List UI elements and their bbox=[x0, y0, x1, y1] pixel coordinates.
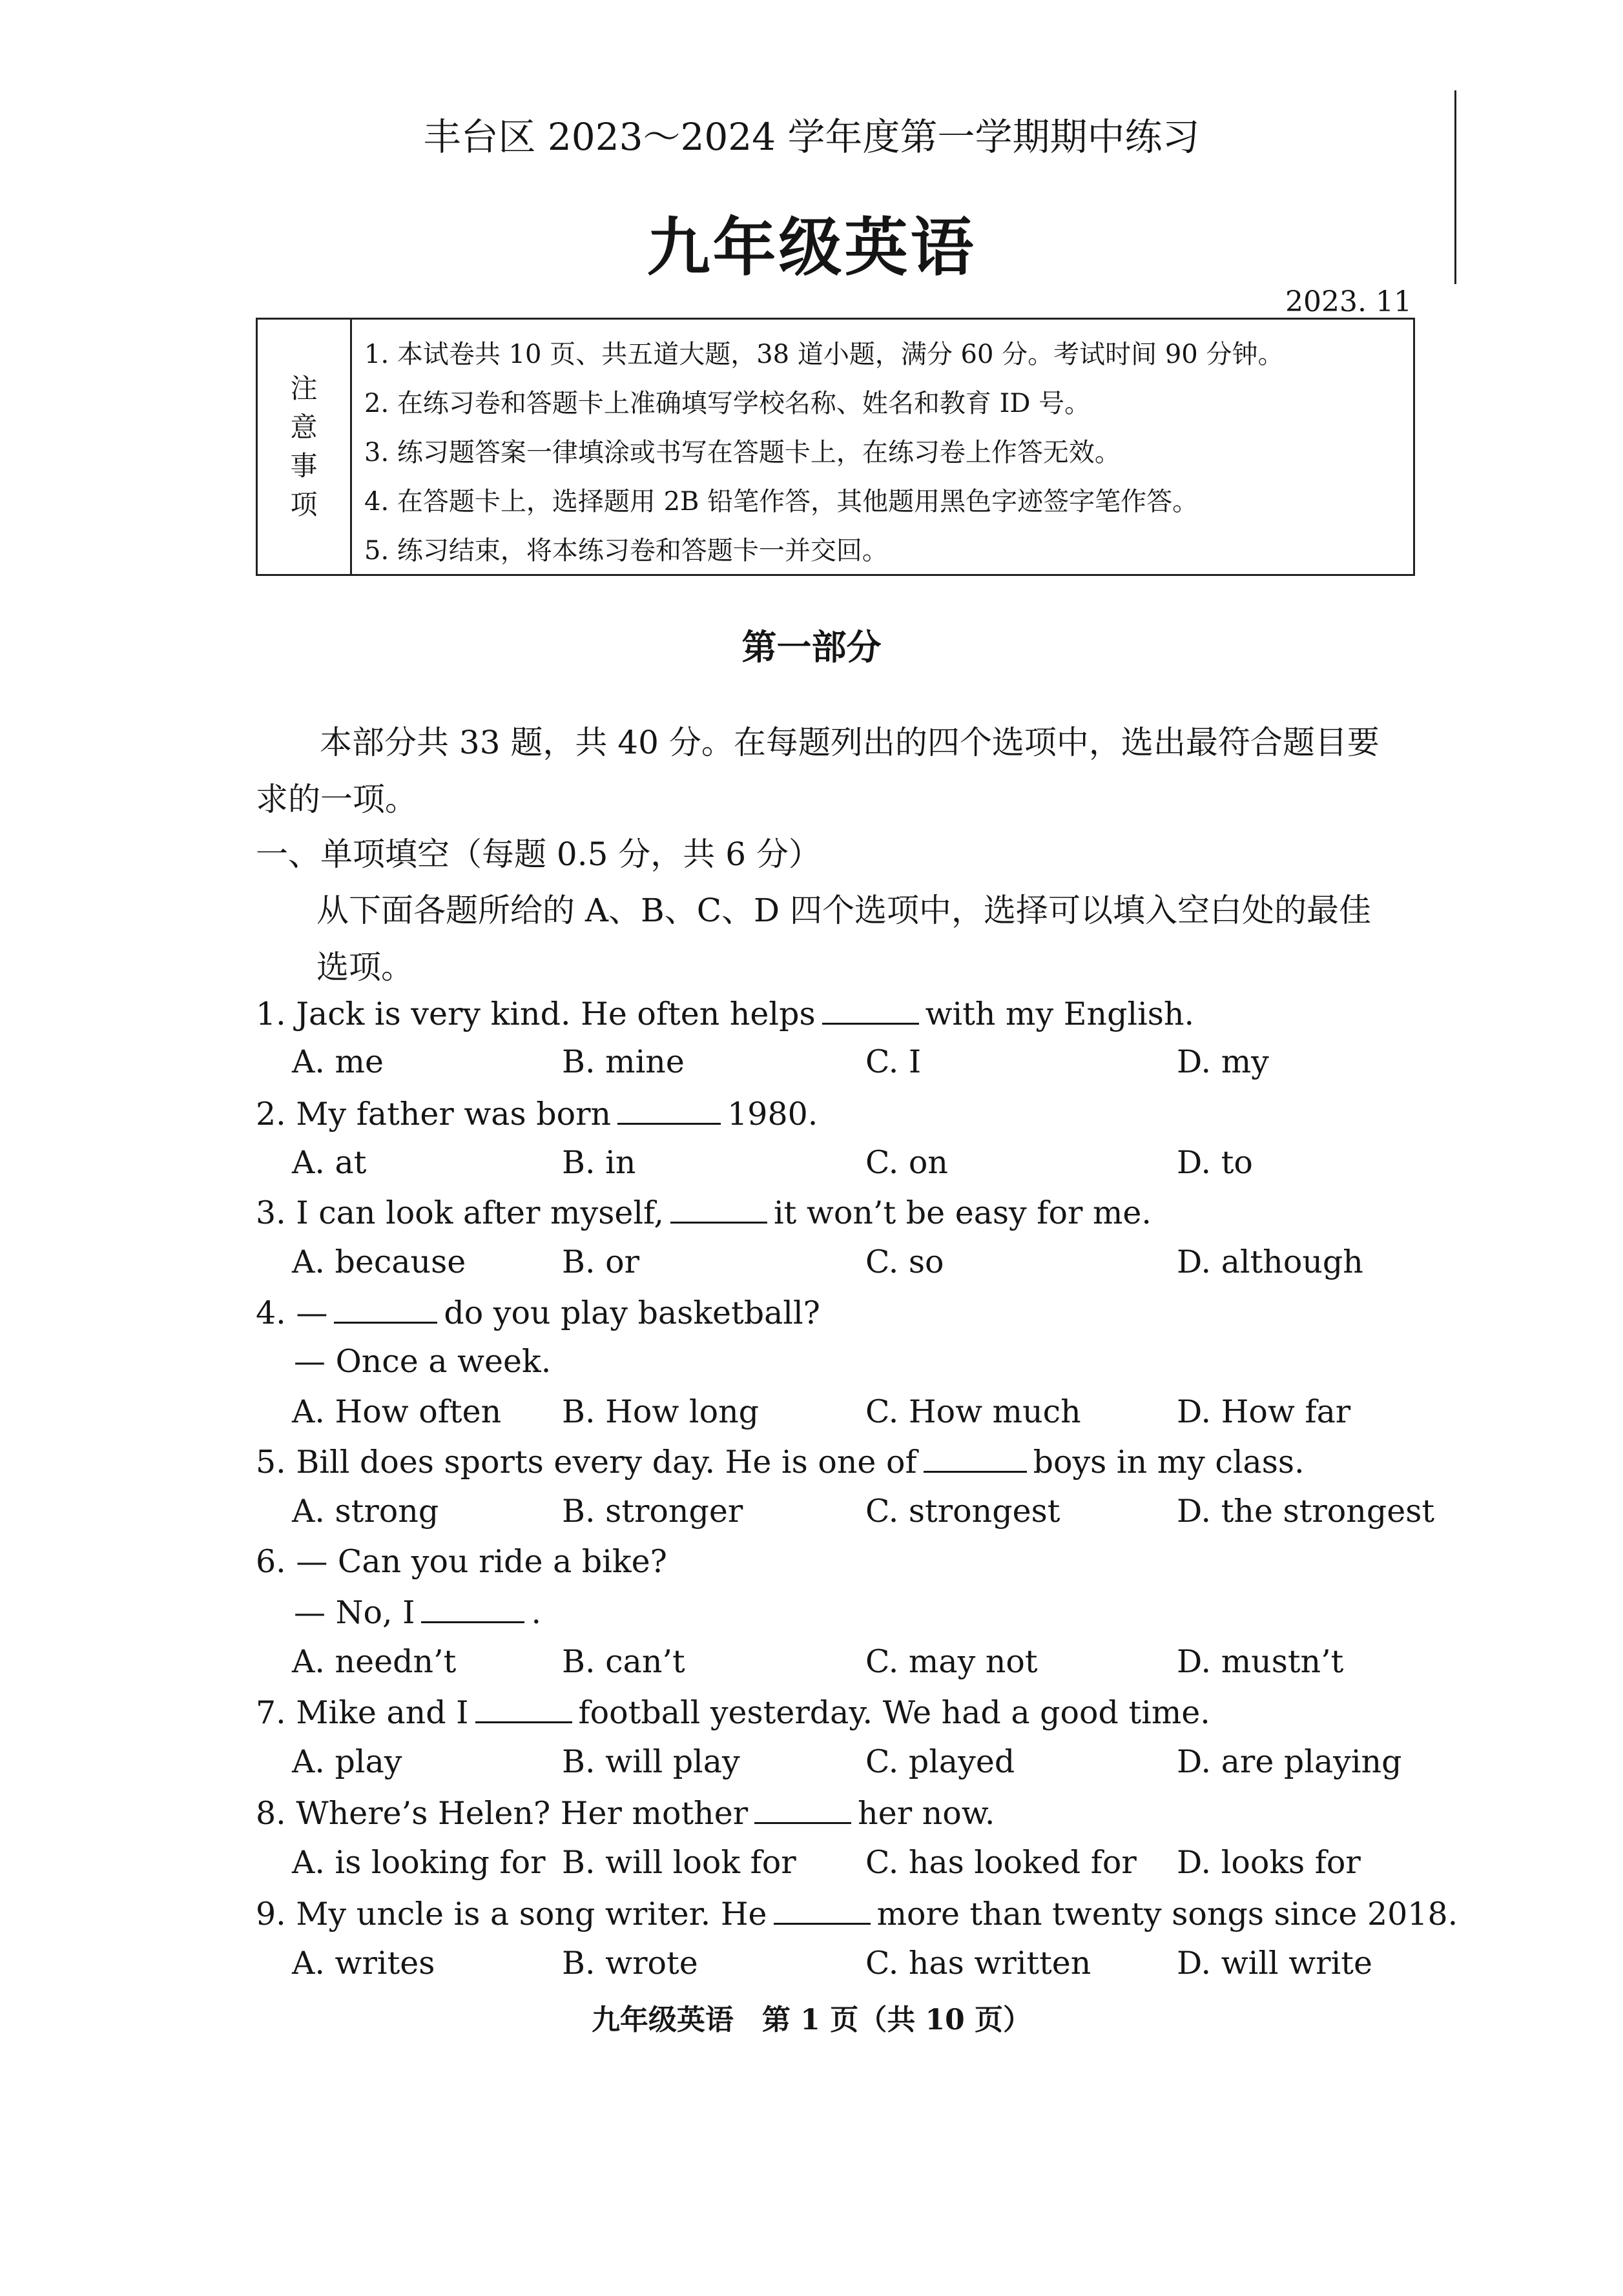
option-c: C. has written bbox=[865, 1945, 1091, 1982]
notice-item: 2. 在练习卷和答题卡上准确填写学校名称、姓名和教育 ID 号。 bbox=[364, 389, 1091, 418]
option-c: C. I bbox=[865, 1043, 922, 1080]
part-intro-line1: 本部分共 33 题，共 40 分。在每题列出的四个选项中，选出最符合题目要 bbox=[320, 724, 1380, 761]
answer-blank bbox=[670, 1193, 767, 1224]
option-b: B. stronger bbox=[562, 1493, 743, 1530]
answer-blank bbox=[617, 1094, 721, 1125]
question-stem: — bbox=[296, 1295, 328, 1332]
reply-text: — No, I bbox=[294, 1594, 415, 1632]
question-number: 7. bbox=[256, 1694, 286, 1732]
question-4 bbox=[256, 1293, 820, 1331]
question-stem-tail: football yesterday. We had a good time. bbox=[578, 1694, 1210, 1732]
option-d: D. the strongest bbox=[1177, 1493, 1435, 1530]
notice-list bbox=[364, 330, 1283, 575]
dialogue-reply bbox=[294, 1593, 541, 1631]
option-b: B. or bbox=[562, 1244, 640, 1280]
question-stem: My uncle is a song writer. He bbox=[296, 1896, 767, 1933]
option-c: C. How much bbox=[865, 1393, 1081, 1430]
option-d: D. although bbox=[1177, 1244, 1363, 1280]
notice-side-char: 意 bbox=[290, 411, 318, 443]
option-a: A. How often bbox=[292, 1393, 502, 1430]
notice-side-char: 事 bbox=[290, 450, 318, 482]
question-2 bbox=[256, 1094, 818, 1133]
question-number: 3. bbox=[256, 1194, 286, 1232]
option-a: A. because bbox=[292, 1244, 466, 1280]
question-9 bbox=[256, 1894, 1458, 1932]
question-6 bbox=[256, 1543, 667, 1580]
question-stem: Mike and I bbox=[296, 1694, 469, 1732]
option-b: B. in bbox=[562, 1144, 636, 1181]
reply-end: . bbox=[531, 1594, 542, 1632]
option-c: C. strongest bbox=[865, 1493, 1060, 1530]
answer-blank bbox=[421, 1593, 524, 1623]
option-a: A. is looking for bbox=[292, 1844, 546, 1881]
question-stem-tail: more than twenty songs since 2018. bbox=[876, 1896, 1458, 1933]
option-a: A. me bbox=[292, 1043, 384, 1080]
question-stem: My father was born bbox=[296, 1096, 612, 1133]
question-stem-tail: it won’t be easy for me. bbox=[773, 1194, 1152, 1232]
answer-blank bbox=[774, 1894, 871, 1925]
answer-blank bbox=[475, 1693, 572, 1723]
answer-blank bbox=[334, 1293, 437, 1324]
option-c: C. so bbox=[865, 1244, 944, 1280]
question-number: 1. bbox=[256, 996, 286, 1033]
question-7 bbox=[256, 1693, 1210, 1731]
option-b: B. mine bbox=[562, 1043, 685, 1080]
page-footer: 九年级英语 第 1 页（共 10 页） bbox=[591, 2004, 1032, 2036]
question-stem-tail: boys in my class. bbox=[1033, 1444, 1305, 1481]
notice-item: 3. 练习题答案一律填涂或书写在答题卡上，在练习卷上作答无效。 bbox=[364, 438, 1121, 467]
option-d: D. looks for bbox=[1177, 1844, 1361, 1881]
question-number: 4. bbox=[256, 1295, 286, 1332]
question-number: 5. bbox=[256, 1444, 286, 1481]
question-number: 9. bbox=[256, 1896, 286, 1933]
option-b: B. wrote bbox=[562, 1945, 698, 1982]
option-a: A. strong bbox=[292, 1493, 439, 1530]
section-direction-line1: 从下面各题所给的 A、B、C、D 四个选项中，选择可以填入空白处的最佳 bbox=[316, 892, 1371, 929]
notice-box bbox=[256, 318, 1415, 576]
option-a: A. needn’t bbox=[292, 1643, 457, 1680]
question-5 bbox=[256, 1442, 1305, 1481]
question-number: 8. bbox=[256, 1795, 286, 1832]
question-number: 2. bbox=[256, 1096, 286, 1133]
option-b: B. will play bbox=[562, 1743, 740, 1780]
question-stem-tail: with my English. bbox=[925, 996, 1195, 1033]
notice-side-char: 注 bbox=[290, 373, 318, 404]
option-d: D. mustn’t bbox=[1177, 1643, 1344, 1680]
question-stem: Jack is very kind. He often helps bbox=[296, 996, 816, 1033]
section-heading: 一、单项填空（每题 0.5 分，共 6 分） bbox=[256, 835, 821, 873]
question-stem-tail: do you play basketball? bbox=[444, 1295, 820, 1332]
answer-blank bbox=[924, 1442, 1027, 1473]
notice-side-char: 项 bbox=[290, 489, 318, 520]
option-c: C. has looked for bbox=[865, 1844, 1137, 1881]
notice-item: 1. 本试卷共 10 页、共五道大题，38 道小题，满分 60 分。考试时间 90 分钟。 bbox=[364, 340, 1284, 369]
question-stem: I can look after myself, bbox=[296, 1194, 664, 1232]
question-stem: — Can you ride a bike? bbox=[296, 1543, 667, 1580]
question-stem-tail: her now. bbox=[858, 1795, 995, 1832]
option-c: C. played bbox=[865, 1743, 1015, 1780]
option-c: C. may not bbox=[865, 1643, 1038, 1680]
question-number: 6. bbox=[256, 1543, 286, 1580]
option-b: B. will look for bbox=[562, 1844, 796, 1881]
question-1 bbox=[256, 994, 1194, 1032]
answer-blank bbox=[822, 994, 919, 1025]
exam-title: 九年级英语 bbox=[646, 210, 977, 285]
option-c: C. on bbox=[865, 1144, 948, 1181]
option-d: D. How far bbox=[1177, 1393, 1351, 1430]
option-d: D. will write bbox=[1177, 1945, 1372, 1982]
option-a: A. at bbox=[292, 1144, 367, 1181]
notice-side-label bbox=[258, 320, 352, 574]
notice-item: 5. 练习结束，将本练习卷和答题卡一并交回。 bbox=[364, 536, 888, 566]
question-stem: Where’s Helen? Her mother bbox=[296, 1795, 749, 1832]
exam-date: 2023. 11 bbox=[1285, 285, 1412, 318]
question-8 bbox=[256, 1794, 995, 1832]
option-b: B. can’t bbox=[562, 1643, 685, 1680]
option-d: D. to bbox=[1177, 1144, 1253, 1181]
option-d: D. my bbox=[1177, 1043, 1269, 1080]
exam-subtitle: 丰台区 2023～2024 学年度第一学期期中练习 bbox=[423, 115, 1200, 159]
dialogue-reply: — Once a week. bbox=[294, 1343, 552, 1380]
question-stem: Bill does sports every day. He is one of bbox=[296, 1444, 917, 1481]
option-a: A. writes bbox=[292, 1945, 435, 1982]
part-heading: 第一部分 bbox=[741, 626, 882, 668]
notice-item: 4. 在答题卡上，选择题用 2B 铅笔作答，其他题用黑色字迹签字笔作答。 bbox=[364, 487, 1199, 517]
answer-blank bbox=[754, 1794, 851, 1824]
section-direction-line2: 选项。 bbox=[316, 948, 413, 986]
part-intro-line2: 求的一项。 bbox=[256, 781, 417, 818]
option-a: A. play bbox=[292, 1743, 402, 1780]
question-stem-tail: 1980. bbox=[727, 1096, 818, 1133]
option-d: D. are playing bbox=[1177, 1743, 1402, 1780]
question-3 bbox=[256, 1193, 1152, 1231]
option-b: B. How long bbox=[562, 1393, 760, 1430]
